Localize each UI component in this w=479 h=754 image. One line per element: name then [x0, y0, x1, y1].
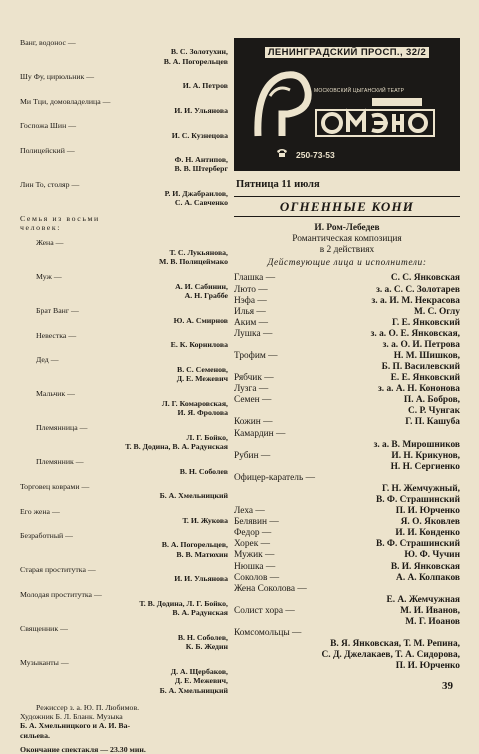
cast-heading: Действующие лица и исполнители:	[267, 258, 427, 269]
cast-entry	[20, 355, 228, 383]
actor-name: Ю. Ф. Чучин	[404, 550, 460, 561]
role-name: Рябчик —	[234, 373, 274, 384]
actor-name: В. В. Матюхин	[176, 549, 228, 559]
actor-name: К. Б. Жедин	[185, 642, 228, 652]
role-name: Нэфа —	[234, 295, 267, 306]
role-name: Глашка —	[234, 273, 276, 284]
credits-music-end: сильева.	[20, 730, 50, 740]
actor-name: з. а. В. Мирошников	[373, 439, 460, 450]
cast-row	[234, 617, 460, 628]
actor-name: Т. С. Лукьянова,	[169, 247, 228, 257]
cast-entry	[20, 306, 228, 325]
cast-entry	[20, 590, 228, 618]
komsomol-cast	[234, 639, 460, 672]
actor-name: М. С. Оглу	[413, 306, 460, 317]
role-name: Муж —	[36, 272, 62, 282]
role-name: Музыканты —	[20, 657, 69, 667]
role-name: Солист хора —	[234, 605, 295, 616]
cast-row	[234, 373, 460, 384]
role-name: Невестка —	[36, 330, 77, 340]
role-name: Мальчик —	[36, 389, 75, 399]
cast-entry	[20, 423, 228, 451]
cast-row	[234, 429, 460, 440]
cast-row	[234, 318, 460, 329]
actor-name: з. а. И. М. Некрасова	[371, 295, 460, 306]
role-name: Аким —	[234, 317, 268, 328]
phone-icon	[276, 148, 288, 158]
actor-name: Д. Е. Межевич,	[174, 676, 228, 686]
actor-name: Б. П. Василевский	[381, 362, 460, 373]
theatre-phone: 250-73-53	[296, 150, 335, 160]
play-acts: в 2 действиях	[319, 245, 375, 256]
actor-name: В. А. Радунская	[172, 608, 228, 618]
actor-name: И. И. Ульянова	[174, 574, 228, 584]
actor-name: В. А. Погорельцев,	[161, 540, 228, 550]
cast-row	[234, 384, 460, 395]
cast-entry	[20, 97, 228, 116]
role-name: Ми Тци, домовладелица —	[20, 96, 111, 106]
role-name: Семен —	[234, 395, 272, 406]
page-number: 39	[442, 680, 453, 692]
cast-row	[234, 440, 460, 451]
cast-row	[234, 584, 460, 595]
theatre-address: ЛЕНИНГРАДСКИЙ ПРОСП., 32/2	[234, 47, 460, 58]
actor-name: Д. А. Щербаков,	[170, 666, 228, 676]
komsomol-actors: С. Д. Джелакаев, Т. А. Сидорова,	[321, 650, 460, 661]
actor-name: Е. А. Жемчужная	[386, 594, 460, 605]
cast-row	[234, 340, 460, 351]
cast-row	[234, 562, 460, 573]
role-name: Кожин —	[234, 417, 273, 428]
actor-name: В. В. Штерберг	[174, 164, 228, 174]
actor-name: И. А. Петров	[182, 81, 228, 91]
actor-name: И. И. Ульянова	[174, 105, 228, 115]
cast-row	[234, 451, 460, 462]
cast-row	[234, 351, 460, 362]
cast-entry	[20, 482, 228, 501]
actor-name: В. Н. Соболев	[179, 466, 228, 476]
role-name: Молодая проститутка —	[20, 589, 102, 599]
role-name: Лин То, столяр —	[20, 179, 80, 189]
actor-name: И. С. Кузнецова	[171, 130, 228, 140]
role-name: Жена —	[36, 238, 64, 248]
actor-name: И. И. Конденко	[395, 528, 460, 539]
cast-row	[234, 528, 460, 539]
actor-name: Т. В. Додина, В. А. Радунская	[125, 441, 228, 451]
role-name: Мужик —	[234, 550, 275, 561]
cast-row	[234, 417, 460, 428]
komsomol-actors: П. И. Юрченко	[395, 661, 460, 672]
actor-name: В. Ф. Страшинский	[375, 495, 460, 506]
cast-row	[234, 606, 460, 617]
actor-name: В. С. Золотухин,	[170, 47, 228, 57]
actor-name: С. Р. Чунгак	[407, 406, 460, 417]
play-cast-list	[234, 273, 460, 639]
family-heading: Семья из восьми человек:	[20, 213, 100, 232]
role-name: Камардин —	[234, 428, 286, 439]
role-name: Старая проститутка —	[20, 565, 96, 575]
performance-date: Пятница 11 июля	[236, 179, 320, 190]
romen-logo-icon	[252, 66, 442, 148]
cast-entry	[20, 507, 228, 526]
cast-row	[234, 329, 460, 340]
cast-row	[234, 495, 460, 506]
cast-row	[234, 517, 460, 528]
actor-name: М. В. Полицеймако	[159, 256, 228, 266]
actor-name: Г. П. Кашуба	[405, 417, 460, 428]
actor-name: В. Н. Соболев,	[177, 632, 228, 642]
actor-name: Я. О. Яковлев	[400, 517, 460, 528]
actor-name: Г. Е. Янковский	[392, 317, 460, 328]
cast-row	[234, 296, 460, 307]
role-name: Илья —	[234, 306, 266, 317]
cast-row	[234, 462, 460, 473]
role-name: Леха —	[234, 506, 265, 517]
cast-entry	[20, 457, 228, 476]
actor-name: Н. М. Шишков,	[393, 351, 460, 362]
cast-row	[234, 307, 460, 318]
cast-row	[234, 484, 460, 495]
cast-row	[234, 406, 460, 417]
cast-entry	[20, 389, 228, 417]
cast-entry	[20, 238, 228, 266]
actor-name: Ф. Н. Антипов,	[174, 155, 228, 165]
cast-row	[234, 573, 460, 584]
role-name: Дед —	[36, 355, 59, 365]
actor-name: з. а. А. Н. Кононова	[378, 384, 460, 395]
cast-row	[234, 362, 460, 373]
actor-name: Т. В. Додина, Л. Г. Бойко,	[139, 599, 228, 608]
role-name: Шу Фу, цирюльник —	[20, 71, 95, 81]
cast-entry	[20, 658, 228, 695]
actor-name: И. Я. Фролова	[177, 408, 228, 417]
role-name: Офицер-каратель —	[234, 472, 315, 483]
role-name: Нюшка —	[234, 561, 276, 572]
actor-name: Г. Н. Жемчужный,	[381, 483, 460, 494]
role-name: Соколов —	[234, 572, 280, 583]
actor-name: Ю. А. Смирнов	[173, 315, 228, 325]
role-name: Лушка —	[234, 328, 273, 339]
cast-row	[234, 506, 460, 517]
theatre-logo-block	[234, 38, 460, 171]
role-name: Белявин —	[234, 517, 279, 528]
cast-row	[234, 628, 460, 639]
role-name: Хорек —	[234, 539, 270, 550]
actor-name: И. Н. Крикунов,	[391, 450, 460, 461]
actor-name: С. С. Янковская	[390, 273, 460, 284]
cast-row	[234, 539, 460, 550]
cast-entry	[20, 331, 228, 350]
actor-name: Б. А. Хмельницкий	[159, 685, 228, 695]
actor-name: Д. Е. Межевич	[176, 374, 228, 384]
role-name: Священник —	[20, 623, 68, 633]
role-name: Лузга —	[234, 384, 269, 395]
actor-name: В. С. Семенов,	[177, 364, 228, 374]
role-name: Брат Ванг —	[36, 306, 79, 316]
role-name: Торговец коврами —	[20, 481, 90, 491]
cast-entry	[20, 72, 228, 91]
actor-name: Т. И. Жукова	[182, 515, 228, 525]
actor-name: М. И. Иванов,	[400, 605, 460, 616]
actor-name: Б. А. Хмельницкий	[159, 491, 228, 501]
komsomol-actors: В. Я. Янковская, Т. М. Репина,	[330, 639, 460, 650]
ending-time: Окончание спектакля — 23.30 мин.	[20, 745, 146, 754]
cast-row	[234, 595, 460, 606]
actor-name: Р. И. Джабраилов,	[164, 189, 228, 199]
cast-entry	[20, 180, 228, 208]
credits-artist: Художник Б. Л. Бланк. Музыка	[20, 712, 123, 722]
role-name: Ванг, водонос —	[20, 38, 76, 47]
other-cast-list	[20, 482, 228, 695]
actor-name: Л. Г. Бойко,	[186, 432, 228, 442]
actor-name: А. И. Сабинин,	[175, 281, 228, 291]
actor-name: С. А. Савченко	[174, 198, 228, 208]
actor-name: А. Н. Граббе	[184, 290, 228, 300]
cast-entry	[20, 531, 228, 559]
actor-name: Н. Н. Сергиенко	[390, 461, 460, 472]
role-name: Комсомольцы —	[234, 627, 302, 638]
role-name: Безработный —	[20, 531, 73, 541]
cast-entry	[20, 146, 228, 174]
cast-entry	[20, 121, 228, 140]
actor-name: з. а. С. С. Золотарев	[376, 284, 460, 295]
role-name: Племянник —	[36, 457, 84, 467]
role-name: Федор —	[234, 528, 272, 539]
actor-name: з. а. О. И. Петрова	[382, 339, 460, 350]
role-name: Люто —	[234, 284, 268, 295]
cast-row	[234, 285, 460, 296]
cast-entry	[20, 624, 228, 652]
actor-name: П. А. Бобров,	[403, 395, 460, 406]
play-author: И. Ром-Лебедев	[314, 223, 380, 234]
cast-row	[234, 473, 460, 484]
cast-row	[234, 550, 460, 561]
credits-music: Б. А. Хмельницкого и А. И. Ва-	[20, 721, 131, 731]
actor-name: А. А. Колпаков	[396, 572, 460, 583]
role-name: Племянница —	[36, 423, 88, 433]
actor-name: Е. Е. Янковский	[390, 373, 460, 384]
divider-bottom	[234, 216, 460, 217]
role-name: Его жена —	[20, 506, 60, 516]
cast-entry	[20, 272, 228, 300]
role-name: Жена Соколова —	[234, 583, 307, 594]
play-title: ОГНЕННЫЕ КОНИ	[279, 199, 415, 215]
cast-row	[234, 273, 460, 284]
left-cast-list	[20, 38, 228, 208]
role-name: Госпожа Шин —	[20, 121, 77, 131]
actor-name: з. а. О. Е. Янковская,	[370, 328, 460, 339]
cast-entry	[20, 38, 228, 66]
actor-name: М. Г. Иоанов	[405, 616, 460, 627]
credits-director: Режиссер з. а. Ю. П. Любимов.	[36, 702, 140, 712]
actor-name: В. А. Погорельцев	[163, 56, 228, 66]
right-column	[234, 38, 460, 672]
logo-caption: МОСКОВСКИЙ ЦЫГАНСКИЙ ТЕАТР	[314, 88, 405, 94]
role-name: Полицейский —	[20, 145, 75, 155]
role-name: Трофим —	[234, 351, 278, 362]
role-name: Рубин —	[234, 450, 271, 461]
cast-entry	[20, 565, 228, 584]
actor-name: Е. К. Корнилова	[170, 340, 228, 350]
actor-name: Л. Г. Комаровская,	[161, 398, 228, 408]
left-column	[20, 38, 228, 754]
actor-name: П. И. Юрченко	[395, 506, 460, 517]
family-cast-list	[20, 238, 228, 476]
cast-row	[234, 395, 460, 406]
play-genre: Романтическая композиция	[292, 234, 402, 245]
credits	[20, 703, 228, 754]
actor-name: В. И. Янковская	[390, 561, 460, 572]
actor-name: В. Ф. Страшинский	[375, 539, 460, 550]
